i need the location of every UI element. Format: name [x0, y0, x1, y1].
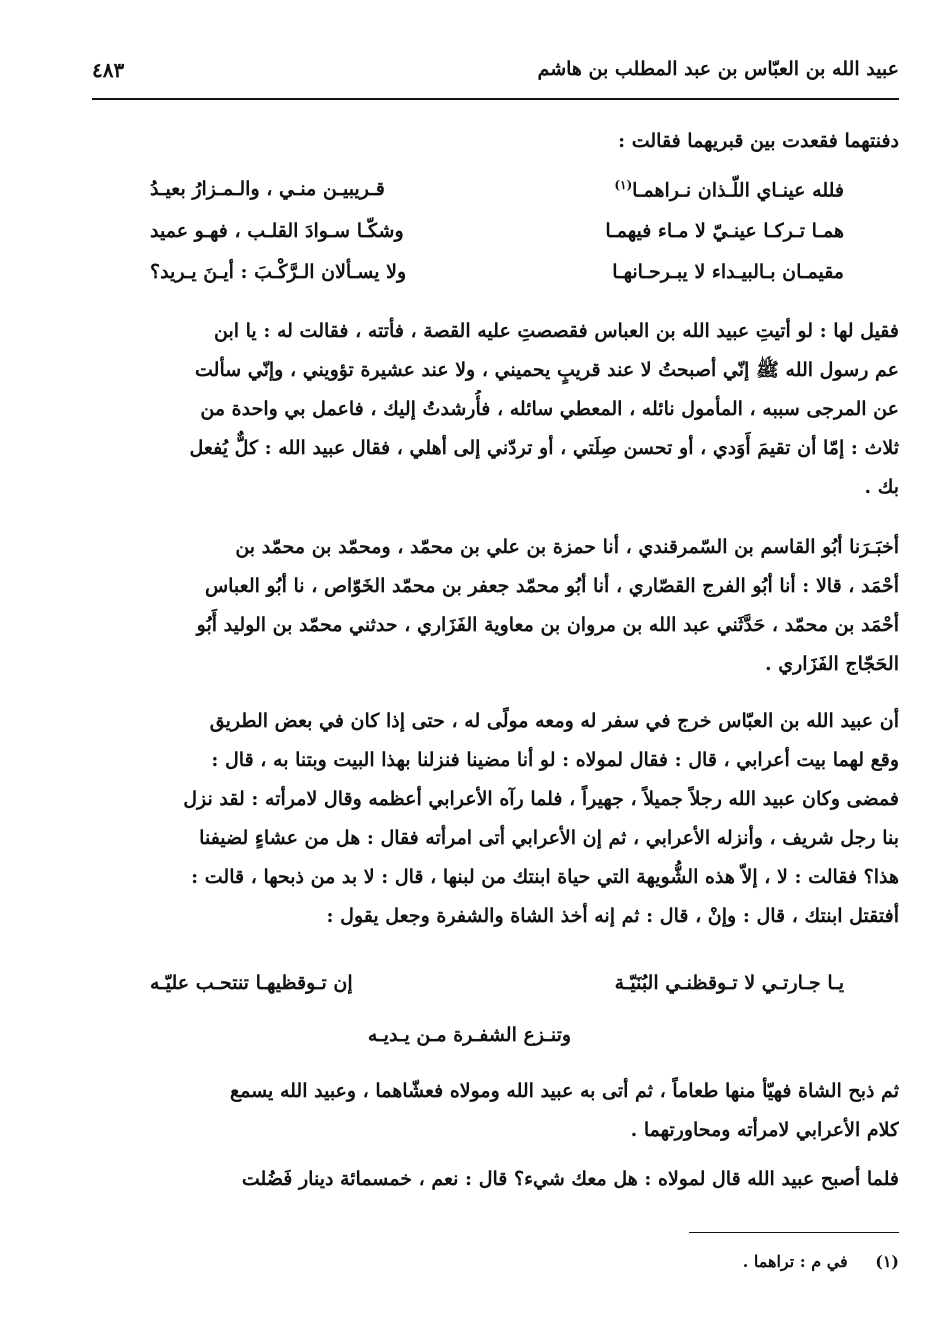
text-line: بنا رجل شريف ، وأنزله الأعرابي ، ثم إن الأعرابي أتى امرأته فقال : هل من عشاءٍ لضيفنا [199, 827, 899, 849]
paragraph [92, 1160, 899, 1199]
text-line: ثم ذبح الشاة فهيّأ منها طعاماً ، ثم أتى به عبيد الله ومولاه فعشّاهما ، وعبيد الله يسمع [230, 1080, 899, 1102]
text-line: وقع لهما بيت أعرابي ، قال : فقال لمولاه : لو أنا مضينا فنزلنا بهذا البيت وبتنا به ، قال : [211, 749, 899, 771]
verse-second-hemistich: إن تـوقظيهـا تنتحـب عليّـه [150, 972, 353, 994]
paragraph [92, 702, 899, 936]
text-line: أحْمَد بن محمّد ، حَدَّثَني عبد الله بن مروان بن معاوية الفَزَاري ، حدثني محمّد بن الوليد أَبُو [196, 614, 899, 636]
text-line: الحَجّاج الفَزَاري . [765, 653, 899, 675]
text-line: أن عبيد الله بن العبّاس خرج في سفر له ومعه مولًى له ، حتى إذا كان في بعض الطريق [209, 710, 899, 732]
paragraph [92, 1072, 899, 1150]
text-line: ثلاث : إمّا أن تقيمَ أَوَدي ، أو تحسن صِلَتي ، أو تردّني إلى أهلي ، فقال عبيد الله : كلٌّ يُفعل [189, 437, 899, 459]
footnote-marker: (١) [614, 178, 633, 192]
intro-line: دفنتهما فقعدت بين قبريهما فقالت : [618, 130, 899, 152]
text-line: كلام الأعرابي لامرأته ومحاورتهما . [630, 1119, 899, 1141]
text-line: فلما أصبح عبيد الله قال لمولاه : هل معك شيء؟ قال : نعم ، خمسمائة دينار فَضُلت [241, 1168, 899, 1190]
verse-second-hemistich: وشكّـا سـوادَ القلـب ، فهـو عميد [150, 220, 404, 242]
text-line: فمضى وكان عبيد الله رجلاً جميلاً ، جهيراً ، فلما رآه الأعرابي أعظمه وقال لامرأته : لقد نزل [183, 788, 899, 810]
footnote-number: (١) [875, 1252, 899, 1271]
paragraph [92, 312, 899, 507]
footnote-text: في م : تراهما . [742, 1252, 848, 1271]
text-line: أخبَـرَنا أبُو القاسم بن السّمرقندي ، أنا حمزة بن علي بن محمّد ، ومحمّد بن محمّد بن [235, 536, 899, 558]
verse-first-hemistich: همـا تـركـا عينـيّ لا مـاء فيهمـا [605, 220, 844, 242]
paragraph [92, 528, 899, 684]
verse-first-hemistich: يـا جـارتـي لا تـوقظنـي البُنَيّـة [614, 972, 844, 994]
running-header [92, 58, 899, 100]
poem2-verse [150, 972, 844, 1008]
verse-first-hemistich: مقيمـان بـالبيـداء لا يبـرحـانهـا [612, 261, 844, 283]
text-line: عن المرجى سببه ، المأمول نائله ، المعطي سائله ، فأُرشدتُ إليك ، فاعمل بي واحدة من [200, 398, 899, 420]
text-line: بك . [864, 476, 899, 498]
verse-first-hemistich: فلله عينـاي اللّـذان نـراهمـا$^{(١)}$ [614, 178, 844, 202]
verse-second-hemistich: قـريبيـن منـي ، والـمـزارُ بعيـدُ [150, 178, 385, 200]
header-title: عبيد الله بن العبّاس بن عبد المطلب بن هاشم [537, 58, 899, 80]
verse-second-hemistich: ولا يسـألان الـرَّكْـبَ : أيـنَ يـريد؟ [150, 261, 407, 283]
page-number: ٤٨٣ [92, 58, 125, 82]
text-line: أحْمَد ، قالا : أنا أبُو الفرج القصّاري ، أنا أبُو محمّد جعفر بن محمّد الخَوّاص ، نا أبُو العباس [204, 575, 899, 597]
poem2-closing-line: وتنـزع الشفـرة مـن يـديـه [367, 1024, 572, 1046]
text-line: عم رسول الله ﷺ إنّي أصبحتُ لا عند قريبٍ يحميني ، ولا عند عشيرة تؤويني ، وإنّي سألت [195, 359, 899, 381]
poem1-verse [150, 261, 844, 297]
footnote [743, 1252, 899, 1271]
poem1-verse [150, 178, 844, 214]
text-line: هذا؟ فقالت : لا ، إلاّ هذه الشُّويهة التي حياة ابنتك من لبنها ، قال : لا بد من ذبحها ، قالت : [191, 866, 899, 888]
poem1-verse [150, 220, 844, 256]
footnote-divider [689, 1232, 899, 1233]
text-line: أفتقتل ابنتك ، قال : وإنْ ، قال : ثم إنه أخذ الشاة والشفرة وجعل يقول : [326, 905, 899, 927]
text-line: فقيل لها : لو أتيتِ عبيد الله بن العباس فقصصتِ عليه القصة ، فأتته ، فقالت له : يا ابن [214, 320, 899, 342]
